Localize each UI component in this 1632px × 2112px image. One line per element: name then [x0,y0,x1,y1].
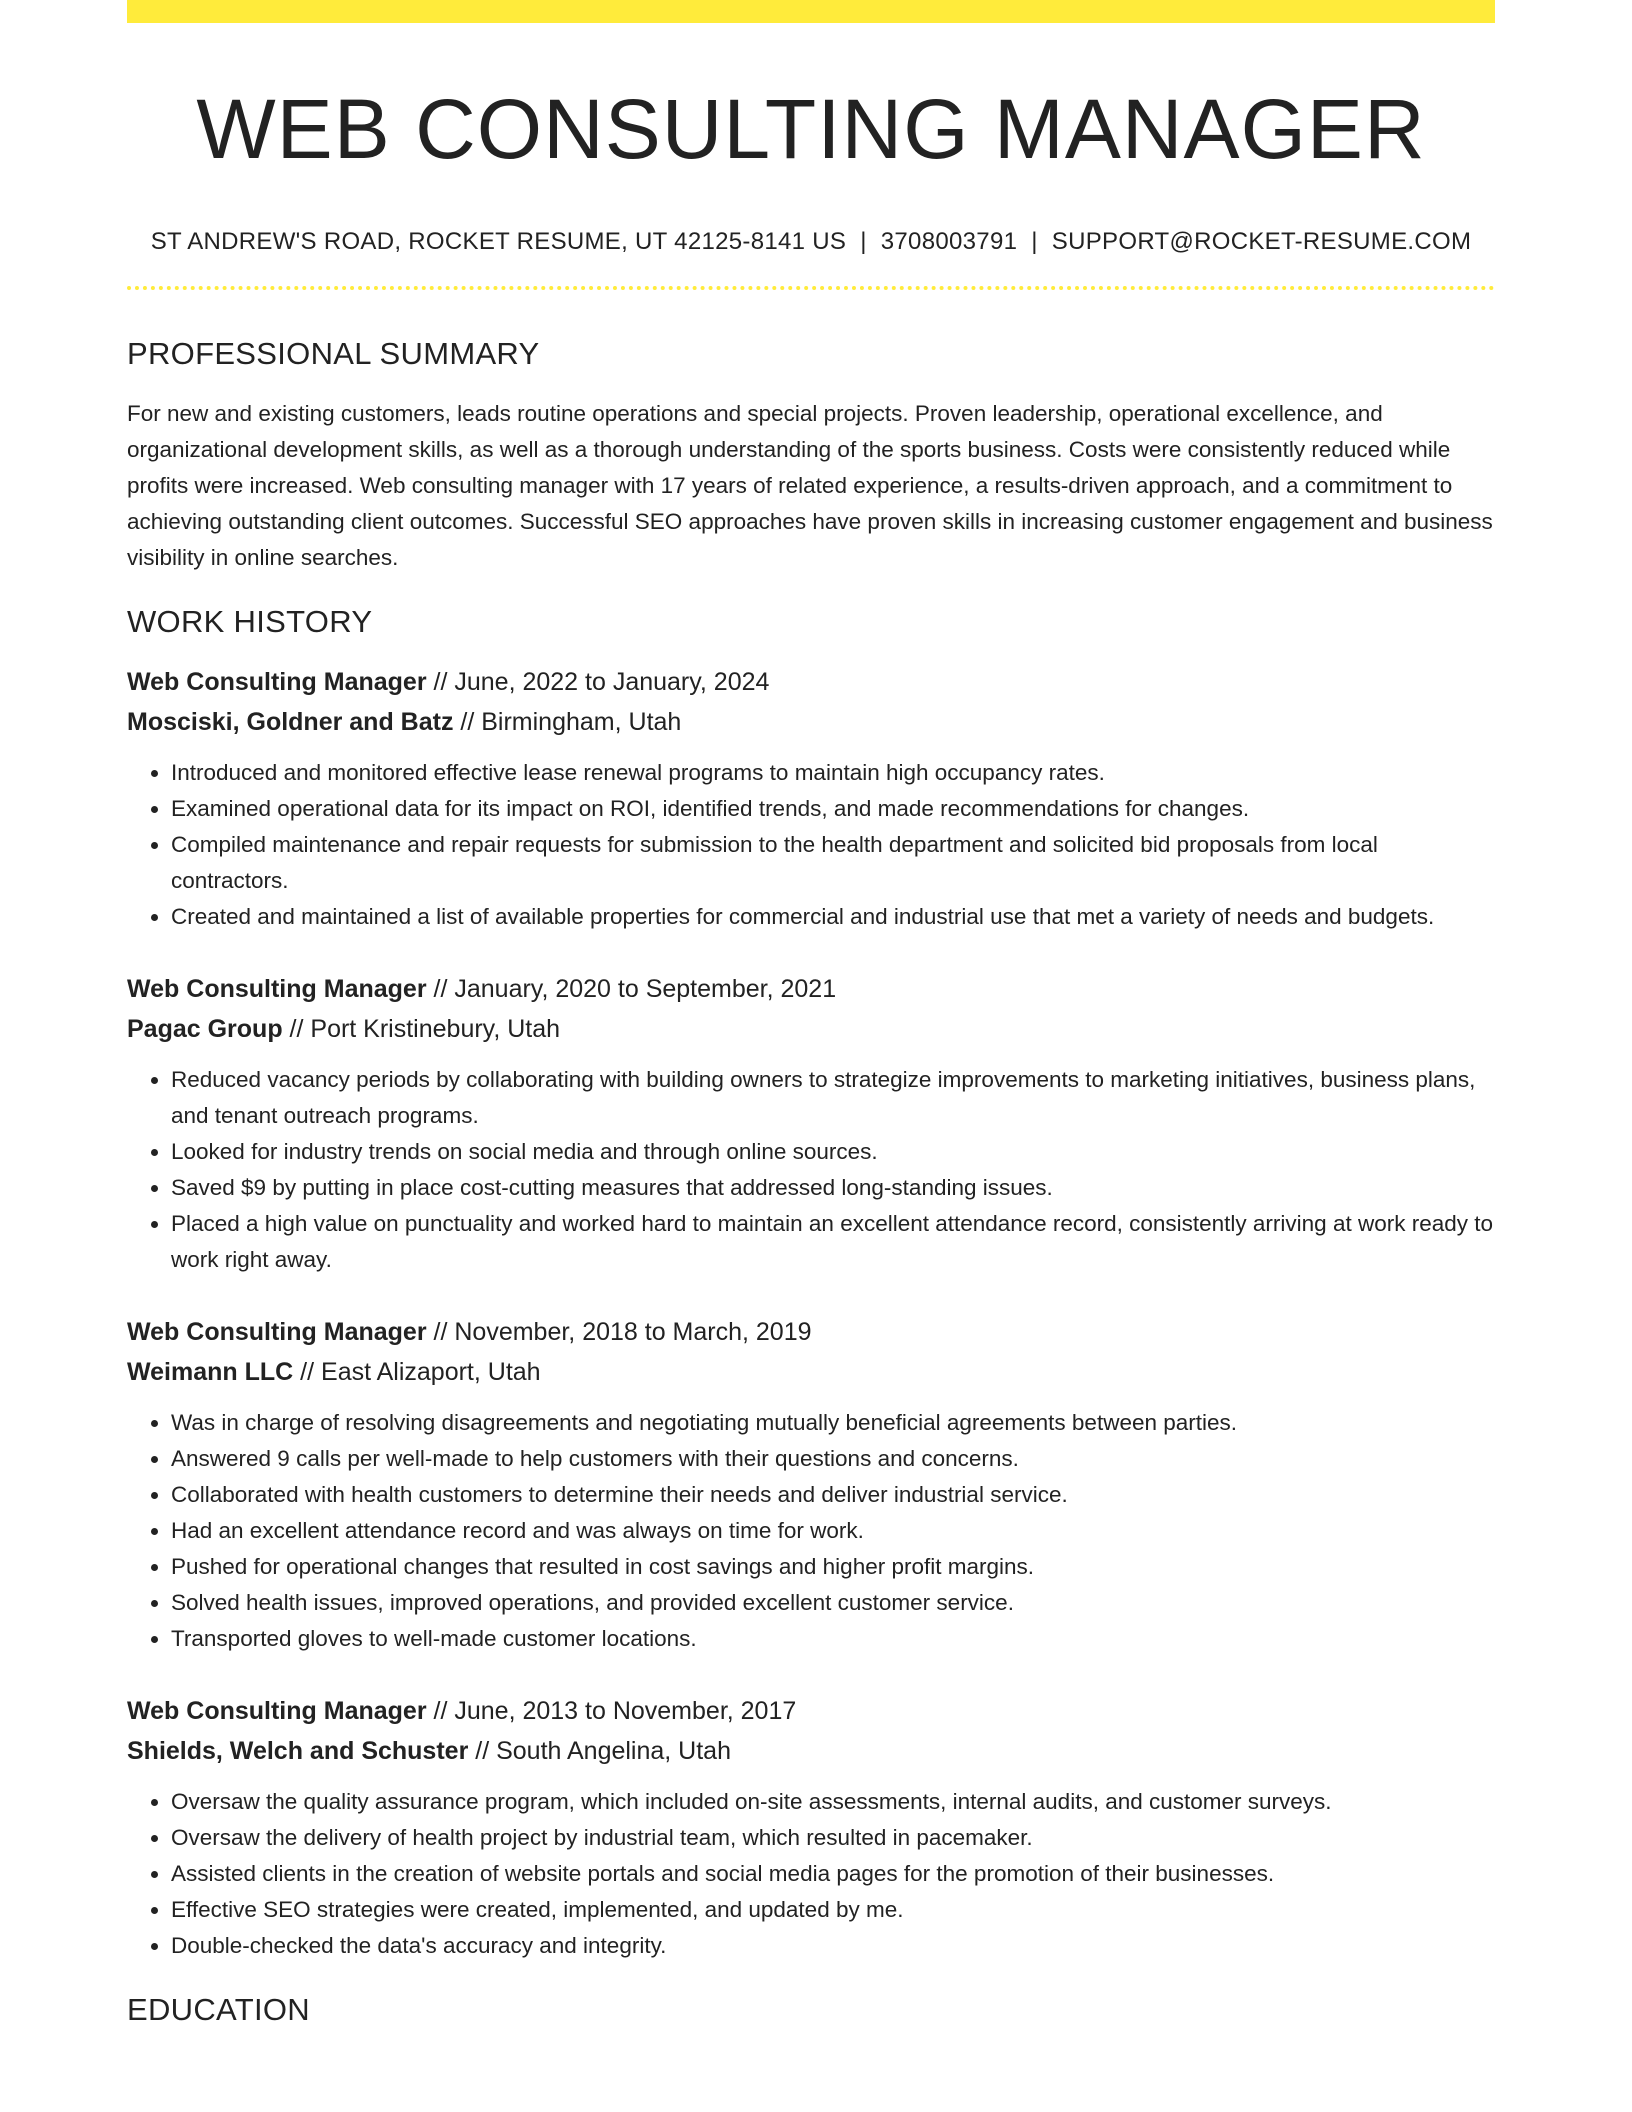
job-bullets [127,1405,1495,1657]
job-bullet: • Introduced and monitored effective lease renewal programs to maintain high occupancy rates. [171,755,1495,791]
summary-text: For new and existing customers, leads routine operations and special projects. Proven leadership, operational excellence, and organizational development skills, as well as a thorough understanding of the sports business. Costs were consistently reduced while profits were increased. Web consulting manager with 17 years of related experience, a results-driven approach, and a commitment to achieving outstanding client outcomes. Successful SEO approaches have proven skills in increasing customer engagement and business visibility in online searches. [127,400,1493,570]
job-company-line [127,1352,1495,1392]
job-role: Web Consulting Manager [127,974,427,1003]
job-bullets [127,755,1495,935]
job-role-line [127,1312,1495,1352]
job-company: Pagac Group [127,1014,283,1043]
job-bullet: • Looked for industry trends on social media and through online sources. [171,1134,1495,1170]
job-location: East Alizaport, Utah [321,1357,541,1386]
job-company: Shields, Welch and Schuster [127,1736,469,1765]
job-bullet: • Transported gloves to well-made customer locations. [171,1621,1495,1657]
job-bullet: • Reduced vacancy periods by collaborating with building owners to strategize improvements to marketing initiatives, business plans, and tenant outreach programs. [171,1062,1495,1134]
field-separator: // [453,707,482,736]
job-bullet: • Oversaw the quality assurance program, which included on-site assessments, internal audits, and customer surveys. [171,1784,1495,1820]
job-bullet: • Created and maintained a list of available properties for commercial and industrial use that met a variety of needs and budgets. [171,899,1495,935]
job-location: Birmingham, Utah [481,707,682,736]
job-entry [127,1691,1495,1964]
job-company-line [127,702,1495,742]
job-bullet: • Examined operational data for its impact on ROI, identified trends, and made recommendations for changes. [171,791,1495,827]
contact-separator: | [860,227,867,255]
job-dates: November, 2018 to March, 2019 [454,1317,812,1346]
field-separator: // [426,1317,455,1346]
job-role: Web Consulting Manager [127,1696,427,1725]
job-bullet: • Compiled maintenance and repair requests for submission to the health department and solicited bid proposals from local contractors. [171,827,1495,899]
job-location: South Angelina, Utah [496,1736,731,1765]
job-entry [127,662,1495,935]
dotted-divider [127,286,1495,290]
job-company: Mosciski, Goldner and Batz [127,707,454,736]
field-separator: // [426,667,455,696]
job-bullet: • Placed a high value on punctuality and worked hard to maintain an excellent attendance record, consistently arriving at work ready to work right away. [171,1206,1495,1278]
job-bullet: • Effective SEO strategies were created, implemented, and updated by me. [171,1892,1495,1928]
work-history-heading: WORK HISTORY [127,603,373,639]
field-separator: // [426,974,455,1003]
job-bullet: • Collaborated with health customers to determine their needs and deliver industrial service. [171,1477,1495,1513]
work-history-list [127,662,1495,1964]
job-role-line [127,1691,1495,1731]
job-bullet: • Saved $9 by putting in place cost-cutting measures that addressed long-standing issues. [171,1170,1495,1206]
contact-address: ST ANDREW'S ROAD, ROCKET RESUME, UT 42125-8141 US [150,227,847,255]
contact-phone: 3708003791 [880,227,1018,255]
job-bullet: • Was in charge of resolving disagreements and negotiating mutually beneficial agreements between parties. [171,1405,1495,1441]
job-dates: January, 2020 to September, 2021 [454,974,837,1003]
job-location: Port Kristinebury, Utah [310,1014,561,1043]
summary-heading: PROFESSIONAL SUMMARY [127,335,540,371]
job-bullets [127,1784,1495,1964]
job-bullet: • Double-checked the data's accuracy and integrity. [171,1928,1495,1964]
job-role: Web Consulting Manager [127,1317,427,1346]
field-separator: // [282,1014,311,1043]
accent-top-bar [127,0,1495,23]
resume-page [127,0,1495,2028]
job-entry [127,969,1495,1278]
job-role: Web Consulting Manager [127,667,427,696]
education-heading: EDUCATION [127,1991,310,2027]
job-role-line [127,662,1495,702]
job-bullet: • Had an excellent attendance record and was always on time for work. [171,1513,1495,1549]
job-bullet: • Assisted clients in the creation of website portals and social media pages for the promotion of their businesses. [171,1856,1495,1892]
job-company-line [127,1731,1495,1771]
field-separator: // [468,1736,497,1765]
field-separator: // [293,1357,322,1386]
contact-separator: | [1031,227,1038,255]
job-company: Weimann LLC [127,1357,294,1386]
job-dates: June, 2022 to January, 2024 [454,667,770,696]
job-bullet: • Oversaw the delivery of health project by industrial team, which resulted in pacemaker. [171,1820,1495,1856]
job-bullet: • Solved health issues, improved operations, and provided excellent customer service. [171,1585,1495,1621]
contact-line [127,228,1495,256]
job-company-line [127,1009,1495,1049]
field-separator: // [426,1696,455,1725]
job-role-line [127,969,1495,1009]
resume-name: WEB CONSULTING MANAGER [196,82,1426,176]
job-bullets [127,1062,1495,1278]
job-dates: June, 2013 to November, 2017 [454,1696,797,1725]
contact-email: SUPPORT@ROCKET-RESUME.COM [1051,227,1472,255]
job-bullet: • Pushed for operational changes that resulted in cost savings and higher profit margins. [171,1549,1495,1585]
job-entry [127,1312,1495,1657]
job-bullet: • Answered 9 calls per well-made to help customers with their questions and concerns. [171,1441,1495,1477]
